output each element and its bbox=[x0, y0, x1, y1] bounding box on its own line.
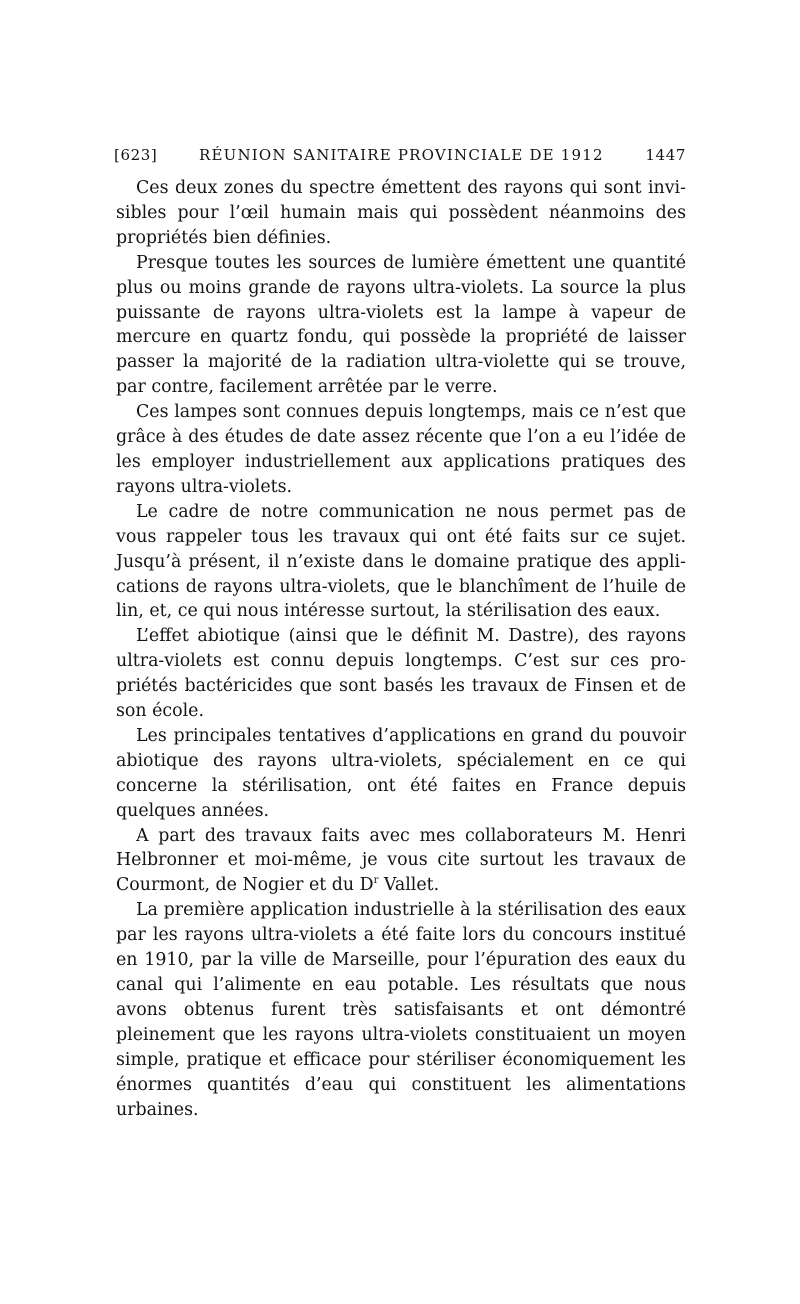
paragraph-communication-scope: Le cadre de notre communication ne nous permet pas de vous rappeler tous les travaux qui ont été faits sur ce sujet. Jusqu’à présent, il n’existe dans le domaine pratique des applications de rayons ultra-violets, que le blanchîment de l’huile de lin, et, ce qui nous intéresse surtout, la stérilisation des eaux. bbox=[116, 501, 686, 622]
collaborators-text: A part des travaux faits avec mes collaborateurs M. Henri Helbronner et moi-même, je vous cite surtout les travaux de Courmont, de Nogier et du D bbox=[116, 825, 686, 896]
bracket-page-reference: [623] bbox=[114, 146, 158, 164]
paragraph-principal-attempts: Les principales tentatives d’applications en grand du pouvoir abiotique des rayons ultra-violets, spécialement en ce qui concerne la stérilisation, ont été faites en France depuis quelques années. bbox=[116, 725, 686, 821]
body-text bbox=[116, 176, 686, 1122]
paragraph-lamps: Ces lampes sont connues depuis longtemps, mais ce n’est que grâce à des études de date assez récente que l’on a eu l’idée de les employer industriellement aux applications pratiques des rayons ultra-violets. bbox=[116, 402, 686, 497]
doctor-superscript: r bbox=[373, 875, 379, 887]
paragraph-collaborators bbox=[116, 824, 686, 899]
paragraph-first-application: La première application industrielle à la stérilisation des eaux par les rayons ultra-violets a été faite lors du concours institué en 1910, par la ville de Marseille, pour l’épuration des eaux du canal qui l’alimente en eau potable. Les résultats que nous avons obtenus furent très satisfaisants et ont démontré pleinement que les rayons ultra-violets constituaient un moyen simple, pratique et efficace pour stériliser économiquement les énormes quantités d’eau qui constituent les alimentations urbaines. bbox=[116, 900, 686, 1120]
paragraph-spectrum-zones: Ces deux zones du spectre émettent des rayons qui sont invisibles pour l’œil humain mais qui possèdent néanmoins des propriétés bien définies. bbox=[116, 178, 686, 248]
paragraph-light-sources: Presque toutes les sources de lumière émettent une quantité plus ou moins grande de rayons ultra-violets. La source la plus puissante de rayons ultra-violets est la lampe à vapeur de mercure en quartz fondu, qui possède la propriété de laisser passer la majorité de la radiation ultra-violette qui se trouve, par contre, facilement arrêtée par le verre. bbox=[116, 252, 686, 398]
running-header bbox=[116, 146, 686, 164]
page-number: 1447 bbox=[645, 146, 686, 164]
collaborators-text-end: Vallet. bbox=[378, 875, 440, 896]
paragraph-abiotic-effect: L’effet abiotique (ainsi que le définit M. Dastre), des rayons ultra-violets est connu depuis longtemps. C’est sur ces propriétés bactéricides que sont basés les travaux de Finsen et de son école. bbox=[116, 626, 686, 722]
book-page bbox=[116, 146, 686, 1122]
running-title: RÉUNION SANITAIRE PROVINCIALE DE 1912 bbox=[198, 146, 604, 164]
